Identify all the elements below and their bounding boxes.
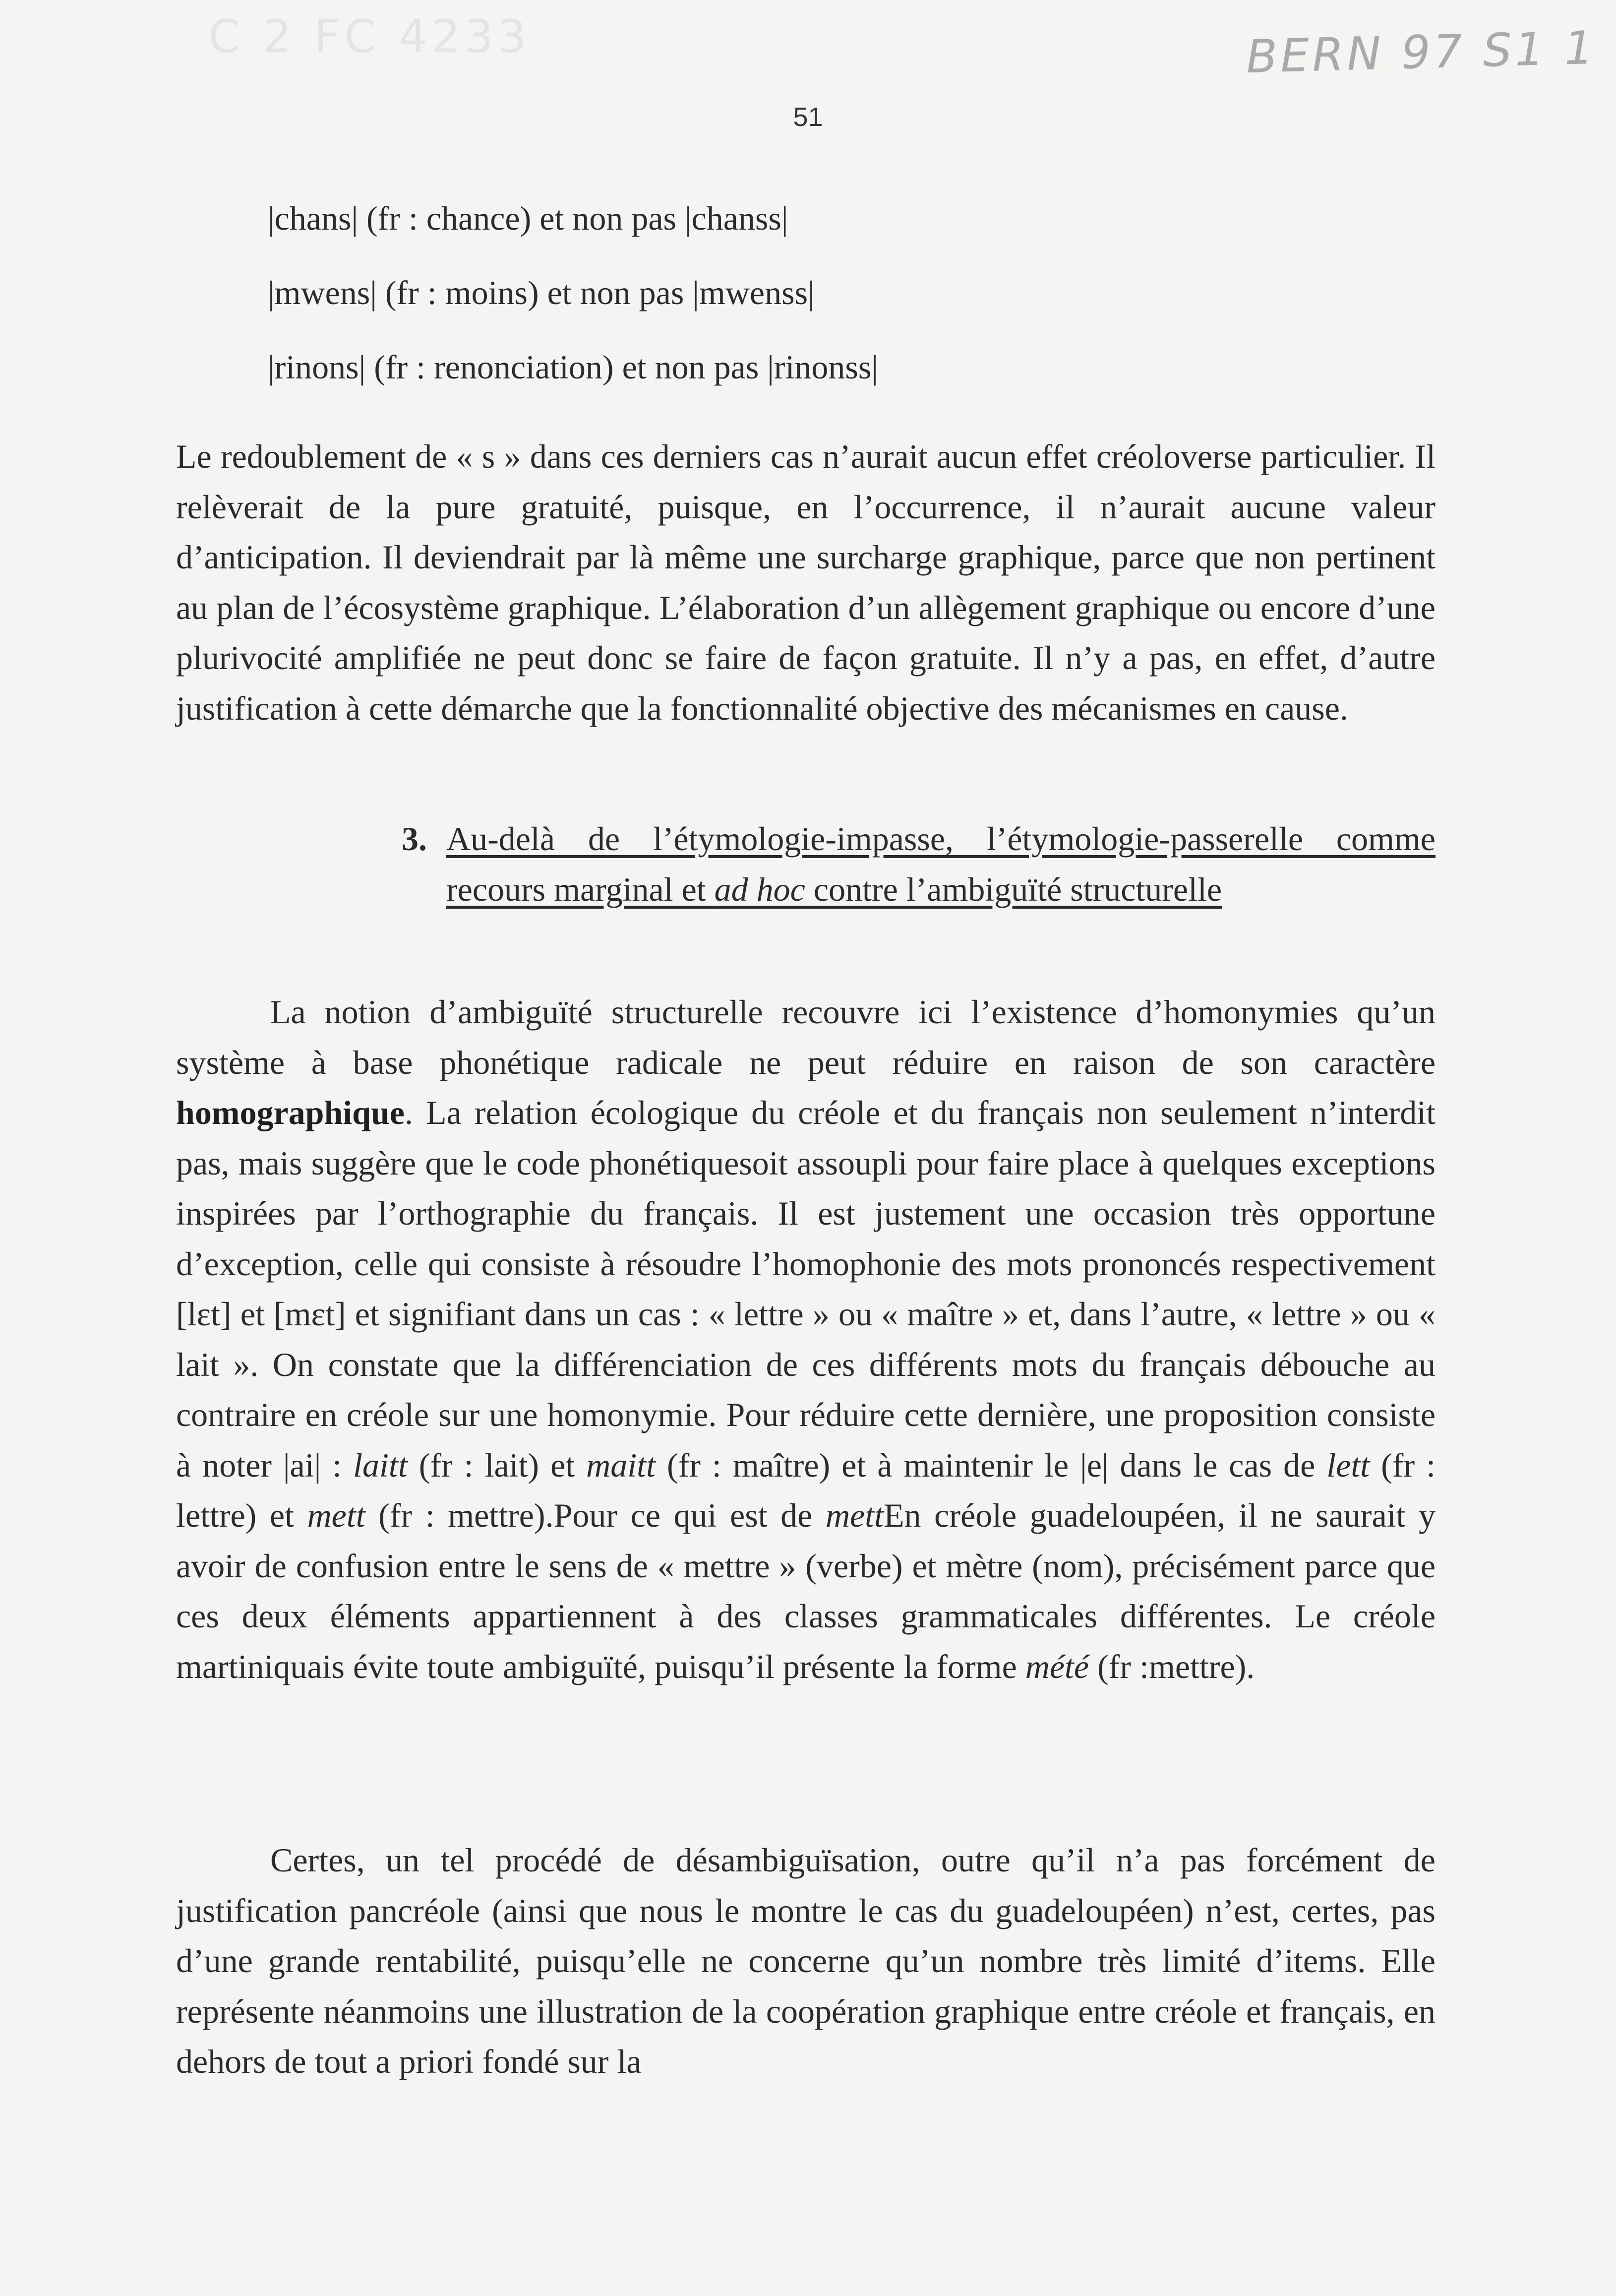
- paragraph-desambiguisation: Certes, un tel procédé de désambiguïsation, outre qu’il n’a pas forcément de justification pancréole (ainsi que nous le montre le cas du guadeloupéen) n’est, certes, pas d’une grande rentabilité, puisqu’elle ne concerne qu’un nombre très limité d’items. Elle représente néanmoins une illustration de la coopération graphique entre créole et français, en dehors de tout a priori fondé sur la: [176, 1841, 1436, 2080]
- example-line: |rinons| (fr : renonciation) et non pas |rinonss|: [268, 348, 878, 386]
- section-title-part: contre l’ambiguïté structurelle: [805, 870, 1222, 908]
- text-run: (fr : maître) et à maintenir le |e| dans le cas de: [655, 1446, 1327, 1484]
- example-list: [268, 193, 878, 417]
- text-run: La notion d’ambiguïté structurelle recouvre ici l’existence d’homonymies qu’un système à base phonétique radicale ne peut réduire en raison de son caractère: [176, 993, 1436, 1081]
- section-title-italic: ad hoc: [714, 870, 805, 908]
- example-line: |chans| (fr : chance) et non pas |chanss|: [268, 199, 788, 237]
- paragraph-ambiguite: [176, 987, 1436, 1692]
- section-number: 3.: [402, 820, 427, 858]
- text-run: En créole guadeloupéen, il ne saurait y avoir de confusion entre le sens de « mettre » (verbe) et mètre (nom), précisément parce que ces deux éléments appartiennent à des classes grammaticales différentes. Le créole martiniquais évite toute ambiguïté, puisqu’il présente la forme: [176, 1496, 1436, 1685]
- page-number: 51: [793, 102, 823, 132]
- italic-term: maitt: [586, 1446, 656, 1484]
- section-title-part: Au-delà de l’étymologie-impasse, l’étymologie-passerelle comme recours marginal et: [446, 820, 1436, 908]
- italic-term: mett: [307, 1496, 365, 1534]
- text-run: (fr : lettre) et: [176, 1446, 1436, 1534]
- text-run: (fr : lait) et: [407, 1446, 587, 1484]
- faint-archive-mark: C 2 FC 4233: [208, 10, 531, 63]
- italic-term: lett: [1326, 1446, 1370, 1484]
- section-title: [446, 813, 1436, 915]
- italic-term: laitt: [353, 1446, 408, 1484]
- handwritten-reference-note: BERN 97 S1 1: [1245, 21, 1597, 84]
- italic-term: mett: [825, 1496, 884, 1534]
- text-run: (fr :mettre).: [1089, 1647, 1255, 1685]
- bold-term: homographique: [176, 1094, 405, 1131]
- text-run: (fr : mettre).Pour ce qui est de: [365, 1496, 826, 1534]
- text-run: . La relation écologique du créole et du français non seulement n’interdit pas, mais suggère que le code phonétiquesoit assoupli pour faire place à quelques exceptions inspirées par l’orthographie du français. Il est justement une occasion très opportune d’exception, celle qui consiste à résoudre l’homophonie des mots prononcés respectivement [lɛt] et [mɛt] et signifiant dans un cas : « lettre » ou « maître » et, dans l’autre, « lettre » ou « lait ». On constate que la différenciation de ces différents mots du français débouche au contraire en créole sur une homonymie. Pour réduire cette dernière, une proposition consiste à noter |ai| :: [176, 1094, 1436, 1484]
- section-heading: [402, 813, 1436, 915]
- paragraph-redoublement: Le redoublement de « s » dans ces derniers cas n’aurait aucun effet créoloverse particulier. Il relèverait de la pure gratuité, puisque, en l’occurrence, il n’aurait aucune valeur d’anticipation. Il deviendrait par là même une surcharge graphique, parce que non pertinent au plan de l’écosystème graphique. L’élaboration d’un allègement graphique ou encore d’une plurivocité amplifiée ne peut donc se faire de façon gratuite. Il n’y a pas, en effet, d’autre justification à cette démarche que la fonctionnalité objective des mécanismes en cause.: [176, 437, 1436, 727]
- example-line: |mwens| (fr : moins) et non pas |mwenss|: [268, 274, 815, 311]
- italic-term: mété: [1025, 1647, 1089, 1685]
